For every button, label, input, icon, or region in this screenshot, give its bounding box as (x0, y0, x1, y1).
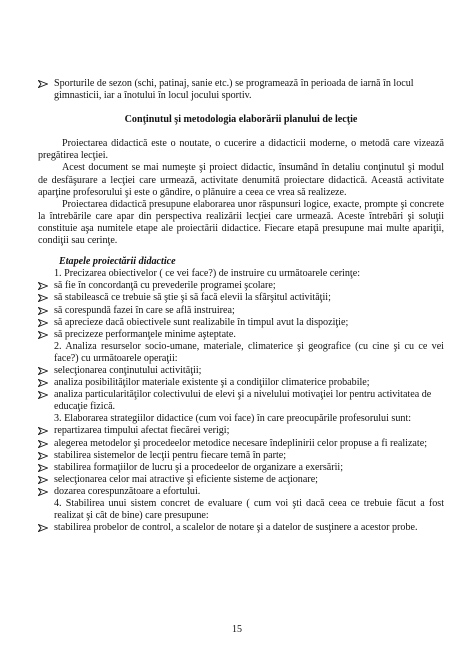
list-item (38, 450, 444, 462)
arrowhead-bullet-icon (38, 305, 50, 315)
list-item-text: să precizeze performanţele minime aşteptate. (54, 328, 236, 340)
arrowhead-bullet-icon (38, 389, 50, 399)
arrowhead-bullet-icon (38, 522, 50, 532)
arrowhead-bullet-icon (38, 474, 50, 484)
list-item (38, 329, 444, 341)
list-item (38, 78, 444, 102)
list-item (38, 486, 444, 498)
list-item-text: să fie în concordanţă cu prevederile programei şcolare; (54, 280, 276, 292)
list-item-text: stabilirea formaţiilor de lucru şi a procedeelor de organizare a exersării; (54, 461, 344, 473)
arrowhead-bullet-icon (38, 425, 50, 435)
arrowhead-bullet-icon (38, 329, 50, 339)
list-item (38, 292, 444, 304)
paragraph: Proiectarea didactică presupune elaborarea unor răspunsuri logice, exacte, prompte şi concrete la întrebările care apar din perspectiva realizării lecţiei care urmează. Aceste întrebări şi soluţii constituie aşa numitele etape ale proiectării didactice. Fiecare etapă presupune mai multe apariţii, condiţii sau cerinţe. (38, 198, 444, 247)
arrowhead-bullet-icon (38, 486, 50, 496)
arrowhead-bullet-icon (38, 377, 50, 387)
stage-heading: 3. Elaborarea strategiilor didactice (cum voi face) în care preocupările profesorului sunt: (54, 413, 412, 425)
list-item-text: stabilirea probelor de control, a scalelor de notare şi a datelor de susţinere a acestor probe. (54, 522, 418, 534)
stages-list (38, 268, 444, 534)
list-item (38, 317, 444, 329)
stage-heading: 4. Stabilirea unui sistem concret de evaluare ( cum voi şti dacă ceea ce trebuie făcut a fost realizat şi cât de bine) care presupune: (54, 498, 444, 522)
stage-heading: 1. Precizarea obiectivelor ( ce vei face?) de instruire cu următoarele cerinţe: (54, 268, 361, 280)
list-item-text: să aprecieze dacă obiectivele sunt realizabile în timpul avut la dispoziţie; (54, 316, 349, 328)
list-item (38, 438, 444, 450)
list-item-text: analiza posibilităţilor materiale existente şi a condiţiilor climaterice probabile; (54, 377, 370, 389)
list-item (38, 377, 444, 389)
list-item-text: analiza particularităţilor colectivului de elevi şi a nivelului motivaţiei lor pentru activitatea de educaţie fizică. (54, 389, 432, 413)
paragraph: Acest document se mai numeşte şi proiect didactic, însumând în detaliu conţinutul şi modul de desfăşurare a lecţiei care urmează, activitate denumită proiectare didactică. Această activitate aparţine profesorului şi este o gândire, o plănuire a ceea ce vrea să realizeze. (38, 162, 444, 198)
list-item-text: dozarea corespunzătoare a efortului. (54, 485, 201, 497)
list-item (38, 522, 444, 534)
page-content (38, 78, 444, 534)
sports-bullet-text: Sporturile de sezon (schi, patinaj, sanie etc.) se programează în perioada de iarnă în locul gimnasticii, iar a înotului în locul jocului sportiv. (54, 78, 414, 102)
list-item-text: alegerea metodelor şi procedeelor metodice necesare îndeplinirii celor propuse a fi realizate; (54, 437, 428, 449)
list-item-text: stabilirea sistemelor de lecţii pentru fiecare temă în parte; (54, 449, 287, 461)
list-item-text: selecţionarea conţinutului activităţii; (54, 364, 202, 376)
arrowhead-bullet-icon (38, 462, 50, 472)
arrowhead-bullet-icon (38, 317, 50, 327)
list-item (38, 305, 444, 317)
page-number: 15 (232, 624, 242, 635)
list-item-text: să stabilească ce trebuie să ştie şi să facă elevii la sfârşitul activităţii; (54, 292, 331, 304)
arrowhead-bullet-icon (38, 450, 50, 460)
list-item (38, 389, 444, 413)
list-item (38, 365, 444, 377)
arrowhead-bullet-icon (38, 280, 50, 290)
list-item-text: selecţionarea celor mai atractive şi eficiente sisteme de acţionare; (54, 473, 318, 485)
list-item-text: repartizarea timpului afectat fiecărei verigi; (54, 425, 230, 437)
paragraph: Proiectarea didactică este o noutate, o cucerire a didacticii moderne, o metodă care vizează pregătirea lecţiei. (38, 138, 444, 162)
list-item-text: să corespundă fazei în care se află instruirea; (54, 304, 235, 316)
arrowhead-bullet-icon (38, 365, 50, 375)
list-item (38, 474, 444, 486)
section-title: Conţinutul şi metodologia elaborării planului de lecţie (124, 114, 358, 126)
stages-title: Etapele proiectării didactice (59, 256, 176, 268)
stage-heading: 2. Analiza resurselor socio-umane, materiale, climaterice şi geografice (cu cine şi cu ce vei face?) cu următoarele operaţii: (54, 340, 444, 364)
list-item (38, 462, 444, 474)
arrowhead-bullet-icon (38, 78, 50, 88)
arrowhead-bullet-icon (38, 438, 50, 448)
list-item (38, 280, 444, 292)
list-item (38, 425, 444, 437)
arrowhead-bullet-icon (38, 292, 50, 302)
